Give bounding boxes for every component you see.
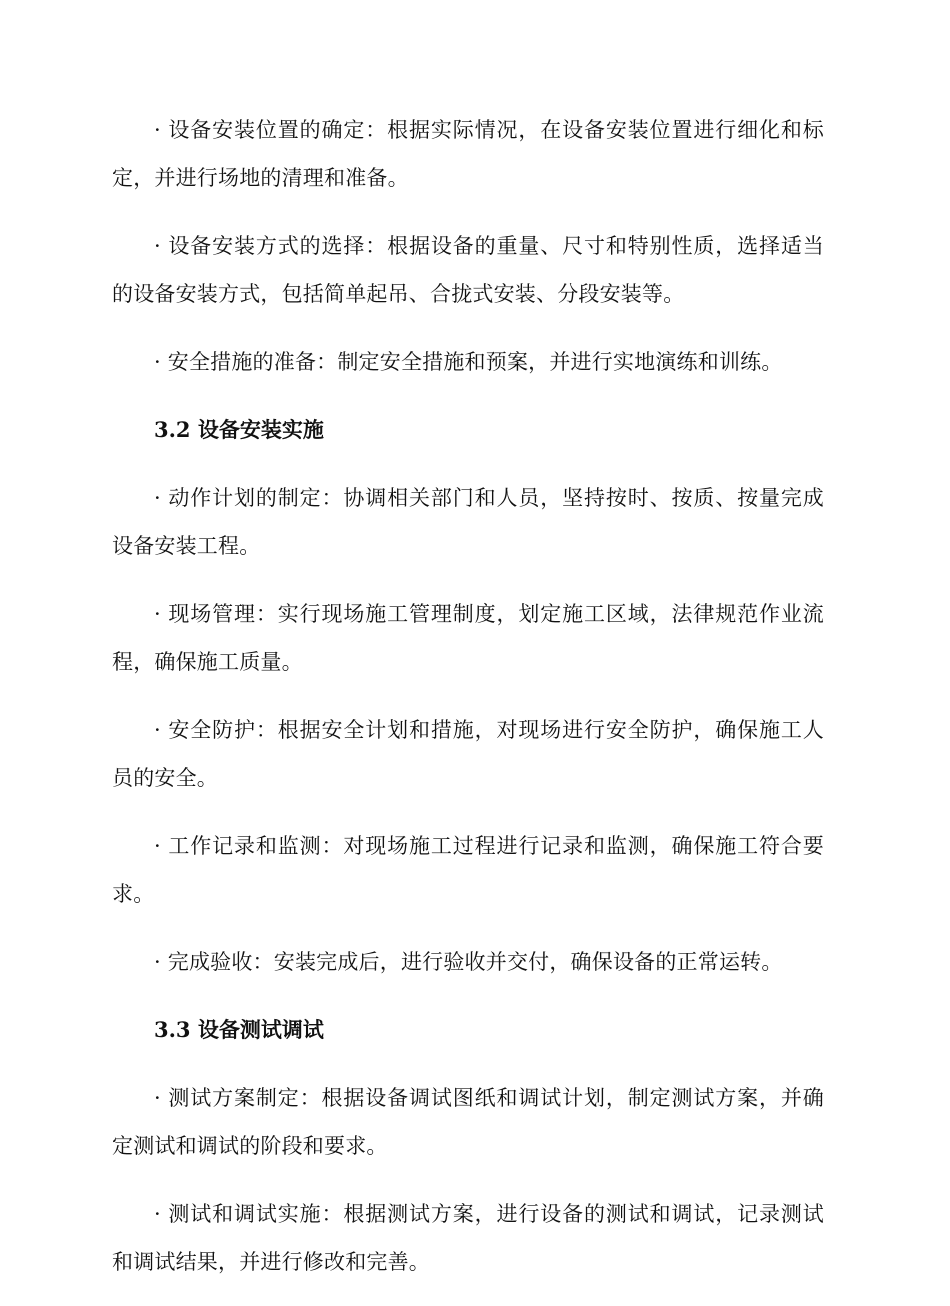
section-heading: 3.2 设备安装实施 bbox=[154, 417, 324, 442]
bullet-paragraph: · 设备安装位置的确定：根据实际情况，在设备安装位置进行细化和标定，并进行场地的清理和准备。 bbox=[112, 118, 824, 190]
bullet-paragraph: · 安全防护：根据安全计划和措施，对现场进行安全防护，确保施工人员的安全。 bbox=[112, 718, 824, 790]
document-page bbox=[112, 106, 824, 1306]
bullet-paragraph: · 测试和调试实施：根据测试方案，进行设备的测试和调试，记录测试和调试结果，并进行修改和完善。 bbox=[112, 1202, 824, 1274]
bullet-paragraph: · 安全措施的准备：制定安全措施和预案，并进行实地演练和训练。 bbox=[154, 350, 783, 374]
bullet-paragraph: · 完成验收：安装完成后，进行验收并交付，确保设备的正常运转。 bbox=[154, 950, 783, 974]
bullet-paragraph: · 现场管理：实行现场施工管理制度，划定施工区域，法律规范作业流程，确保施工质量。 bbox=[112, 602, 824, 674]
bullet-paragraph: · 动作计划的制定：协调相关部门和人员，坚持按时、按质、按量完成设备安装工程。 bbox=[112, 486, 824, 558]
section-heading: 3.3 设备测试调试 bbox=[154, 1017, 324, 1042]
bullet-paragraph: · 设备安装方式的选择：根据设备的重量、尺寸和特别性质，选择适当的设备安装方式，包括简单起吊、合拢式安装、分段安装等。 bbox=[112, 234, 824, 306]
bullet-paragraph: · 工作记录和监测：对现场施工过程进行记录和监测，确保施工符合要求。 bbox=[112, 834, 824, 906]
bullet-paragraph: · 测试方案制定：根据设备调试图纸和调试计划，制定测试方案，并确定测试和调试的阶段和要求。 bbox=[112, 1086, 824, 1158]
